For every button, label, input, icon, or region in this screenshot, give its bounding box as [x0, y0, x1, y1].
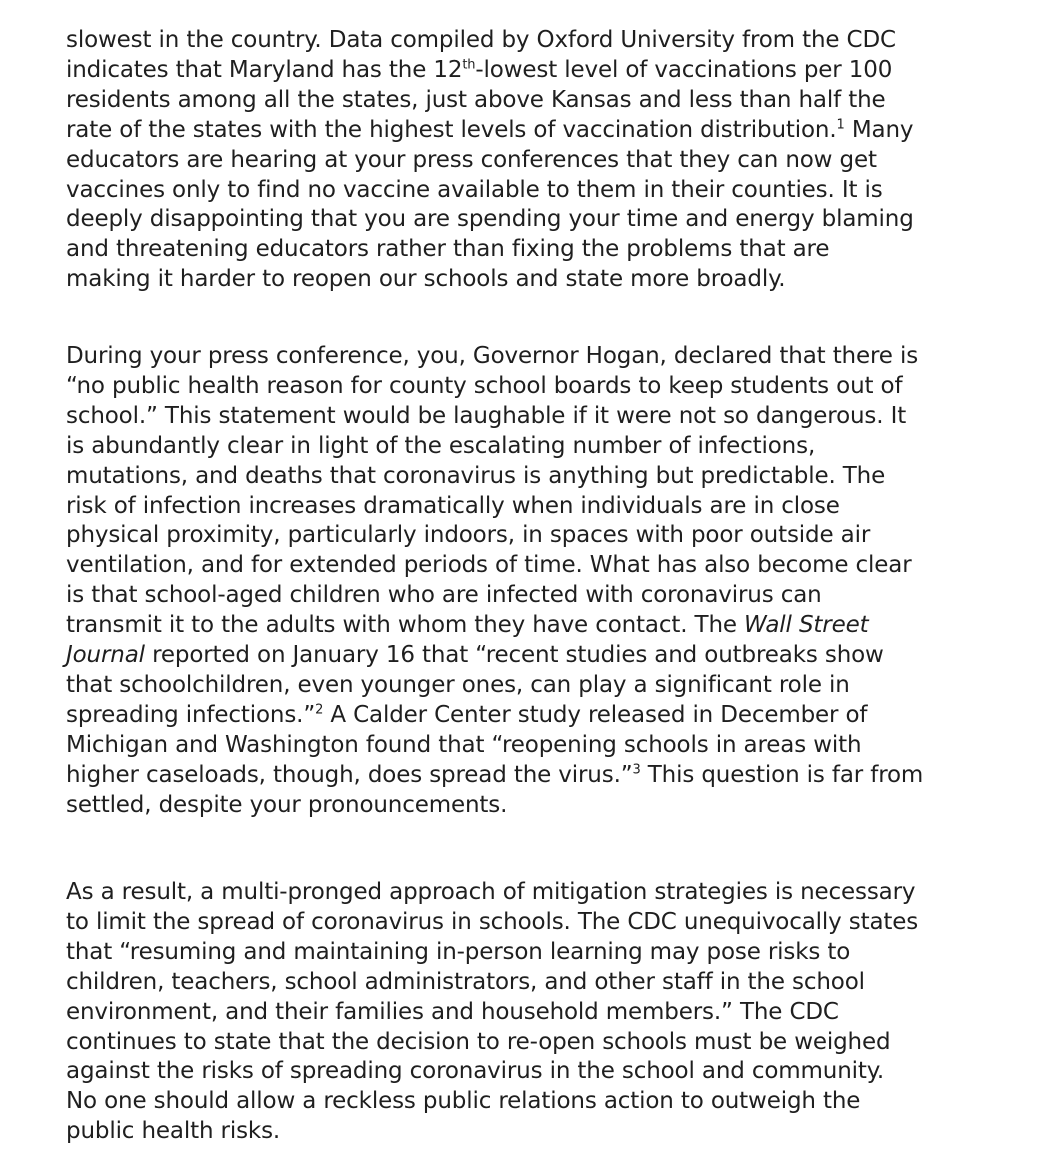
text-segment: to limit the spread of coronavirus in schools. The CDC unequivocally states	[66, 908, 919, 935]
text-segment: No one should allow a reckless public relations action to outweigh the	[66, 1088, 861, 1115]
text-segment: During your press conference, you, Governor Hogan, declared that there is	[66, 343, 919, 369]
text-segment: rate of the states with the highest levels of vaccination distribution.	[66, 116, 837, 143]
text-line	[66, 116, 1046, 146]
text-segment: reported on January 16 that “recent studies and outbreaks show	[144, 642, 884, 669]
text-segment: Many	[844, 116, 914, 143]
text-line	[66, 611, 1046, 641]
text-line	[66, 908, 1046, 938]
text-segment: As a result, a multi-pronged approach of mitigation strategies is necessary	[66, 879, 916, 905]
text-line	[66, 342, 1046, 372]
text-line	[66, 176, 1046, 206]
text-line	[66, 731, 1046, 761]
text-segment: continues to state that the decision to re-open schools must be weighed	[66, 1028, 891, 1055]
text-line	[66, 1028, 1046, 1058]
text-segment: school.” This statement would be laughable if it were not so dangerous. It	[66, 402, 907, 429]
text-segment: that schoolchildren, even younger ones, can play a significant role in	[66, 671, 850, 698]
footnote-marker: 2	[315, 702, 324, 718]
text-line	[66, 1117, 1046, 1147]
text-segment: physical proximity, particularly indoors, in spaces with poor outside air	[66, 522, 871, 549]
text-segment: “no public health reason for county school boards to keep students out of	[66, 372, 903, 399]
text-segment: spreading infections.”	[66, 701, 316, 728]
text-line	[66, 581, 1046, 611]
text-segment: is that school-aged children who are infected with coronavirus can	[66, 582, 822, 609]
text-line	[66, 701, 1046, 731]
text-segment: ventilation, and for extended periods of time. What has also become clear	[66, 552, 912, 579]
paragraph-vaccination-rates	[66, 26, 1046, 295]
text-line	[66, 26, 1046, 56]
text-segment: settled, despite your pronouncements.	[66, 791, 508, 818]
text-segment: risk of infection increases dramatically when individuals are in close	[66, 492, 840, 519]
paragraph-mitigation-strategies	[66, 878, 1046, 1147]
text-line	[66, 432, 1046, 462]
text-line	[66, 791, 1046, 821]
text-segment: A Calder Center study released in December of	[323, 701, 868, 728]
text-line	[66, 402, 1046, 432]
footnote-marker: 1	[836, 117, 845, 133]
text-line	[66, 492, 1046, 522]
text-line	[66, 761, 1046, 791]
text-segment: that “resuming and maintaining in-person learning may pose risks to	[66, 938, 851, 965]
text-segment: making it harder to reopen our schools and state more broadly.	[66, 266, 786, 293]
text-segment: transmit it to the adults with whom they have contact. The	[66, 612, 745, 639]
text-segment: and threatening educators rather than fixing the problems that are	[66, 236, 830, 263]
text-segment: deeply disappointing that you are spending your time and energy blaming	[66, 206, 914, 233]
text-line	[66, 235, 1046, 265]
text-line	[66, 56, 1046, 86]
text-segment: educators are hearing at your press conferences that they can now get	[66, 146, 877, 173]
text-segment: indicates that Maryland has the 12	[66, 56, 463, 83]
text-line	[66, 998, 1046, 1028]
text-segment: vaccines only to find no vaccine available to them in their counties. It is	[66, 176, 883, 203]
text-segment: residents among all the states, just above Kansas and less than half the	[66, 86, 886, 113]
text-segment: slowest in the country. Data compiled by Oxford University from the CDC	[66, 27, 896, 53]
text-line	[66, 146, 1046, 176]
italic-text: Journal	[66, 642, 145, 669]
text-segment: children, teachers, school administrators, and other staff in the school	[66, 968, 865, 995]
text-line	[66, 551, 1046, 581]
text-segment: environment, and their families and household members.” The CDC	[66, 998, 839, 1025]
text-line	[66, 462, 1046, 492]
text-line	[66, 671, 1046, 701]
text-segment: against the risks of spreading coronavirus in the school and community.	[66, 1058, 885, 1085]
text-line	[66, 641, 1046, 671]
text-line	[66, 265, 1046, 295]
text-line	[66, 878, 1046, 908]
text-segment: mutations, and deaths that coronavirus is anything but predictable. The	[66, 462, 886, 489]
text-line	[66, 1087, 1046, 1117]
text-line	[66, 205, 1046, 235]
text-line	[66, 938, 1046, 968]
text-segment: higher caseloads, though, does spread the virus.”	[66, 761, 633, 788]
footnote-marker: th	[462, 57, 476, 73]
text-segment: public health risks.	[66, 1118, 281, 1145]
text-line	[66, 86, 1046, 116]
text-line	[66, 372, 1046, 402]
footnote-marker: 3	[632, 762, 641, 778]
italic-text: Wall Street	[744, 612, 869, 639]
text-line	[66, 1057, 1046, 1087]
text-segment: This question is far from	[640, 761, 924, 788]
paragraph-press-conference	[66, 342, 1046, 821]
text-segment: Michigan and Washington found that “reopening schools in areas with	[66, 731, 862, 758]
text-line	[66, 521, 1046, 551]
text-line	[66, 968, 1046, 998]
text-segment: is abundantly clear in light of the escalating number of infections,	[66, 432, 816, 459]
text-segment: -lowest level of vaccinations per 100	[475, 56, 893, 83]
